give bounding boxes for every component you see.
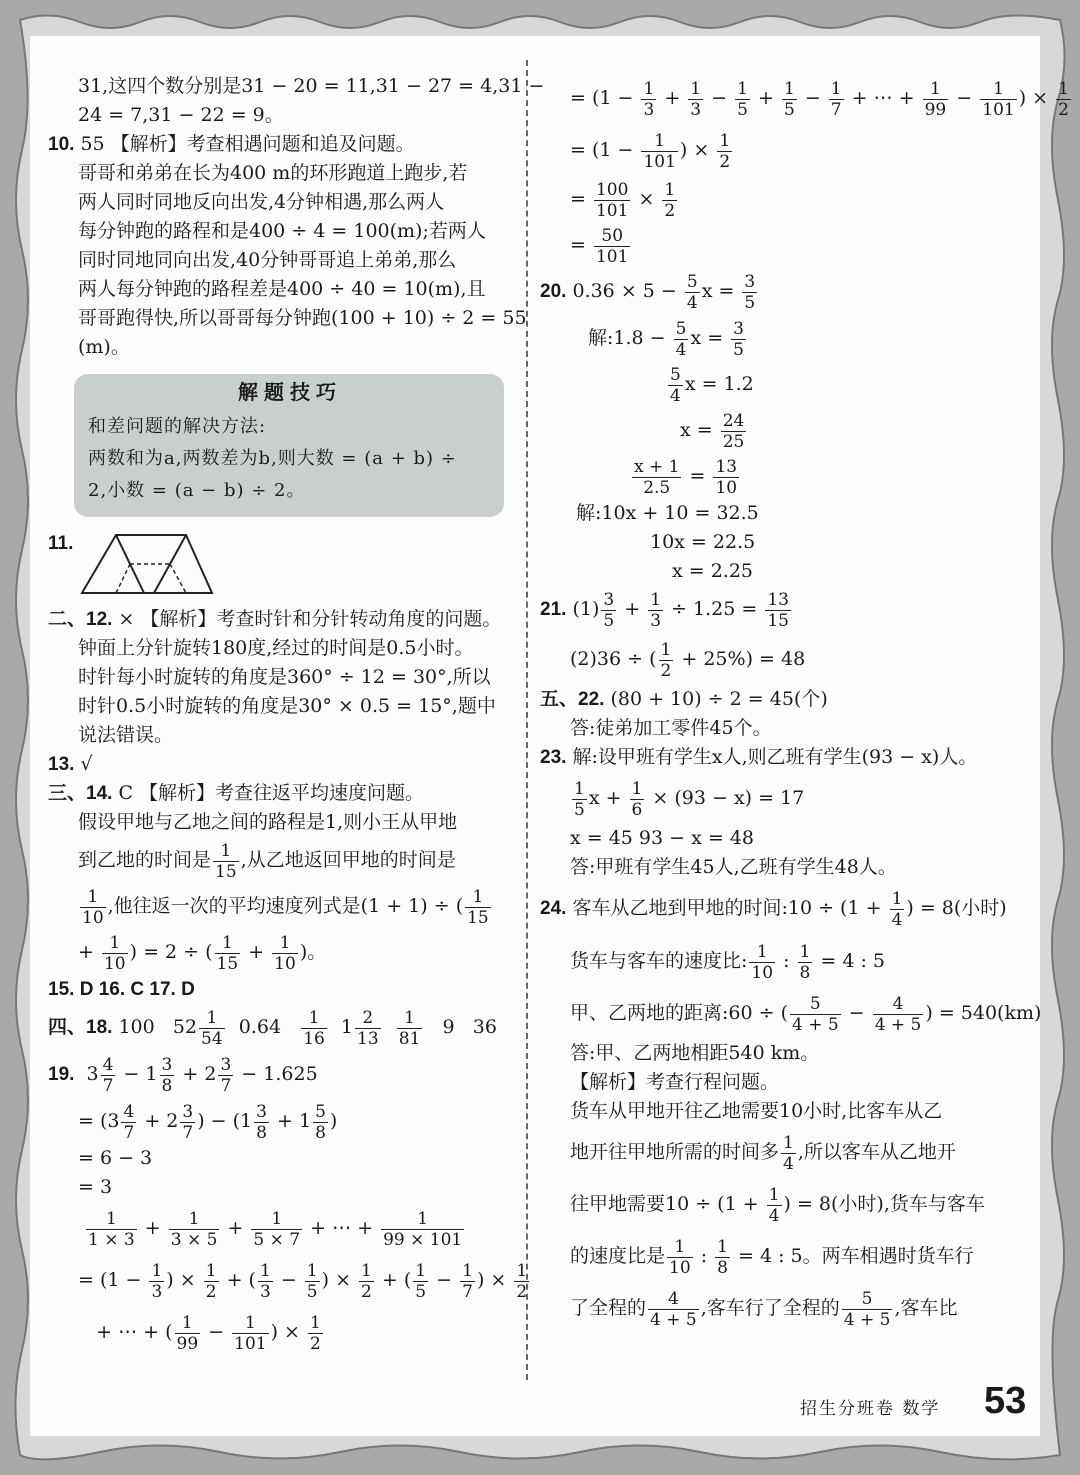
q12-line: 钟面上分针旋转180度,经过的时间是0.5小时。 (78, 637, 474, 659)
fraction: $\frac{5}{4}$ (686, 271, 698, 313)
fraction: $\frac{5}{8}$ (315, 1101, 326, 1143)
fraction: $\frac{1}{8}$ (717, 1236, 728, 1278)
text: 了全程的 (570, 1297, 647, 1319)
fraction: $\frac{1}{15}$ (216, 932, 239, 974)
fraction: $\frac{1}{10}$ (103, 932, 126, 974)
q19-line: 19. 3 $\frac{4}{7}$ − 1 $\frac{3}{8}$ + 2 $\frac{3}{7}$ − 1.625 (48, 1054, 318, 1096)
fraction: $\frac{1}{10}$ (751, 941, 774, 983)
fraction: $\frac{1}{15}$ (215, 840, 237, 882)
fraction: $\frac{3}{5}$ (733, 318, 744, 360)
q20-line: 10x = 22.5 (650, 531, 756, 553)
q12-head: × 【解析】考查时针和分针转动角度的问题。 (118, 608, 502, 630)
text: = 2 ÷ (143, 941, 200, 963)
q24-line: 24. 客车从乙地到甲地的时间:10 ÷ (1 + $\frac{1}{4}$ ) = 8(小时) (540, 888, 1007, 930)
fraction: $\frac{1}{8}$ (799, 941, 811, 983)
q12-number: 二、12. (48, 609, 113, 630)
q22-line (540, 685, 1030, 714)
fraction: $\frac{1}{99}$ (176, 1312, 199, 1354)
fraction: $\frac{1}{3}$ (650, 589, 662, 631)
text: 货车与客车的速度比: (570, 950, 748, 972)
tip-title: 解题技巧 (238, 380, 342, 404)
q18-row: 四、18. 100 52 $\frac{1}{54}$ 0.64 $\frac{1}{16}$ 1 $\frac{2}{13}$ $\frac{1}{81}$ 9 36 (48, 1007, 497, 1049)
value: 9 (442, 1016, 455, 1038)
fraction: $\frac{5}{4}$ (670, 364, 681, 406)
q19-cont-line: = $\frac{50}{101}$ (570, 225, 629, 267)
fraction: $\frac{1}{4}$ (891, 888, 903, 930)
q14-line: + $\frac{1}{10}$ ) = 2 ÷ ( $\frac{1}{15}$ + $\frac{1}{10}$ )。 (78, 932, 327, 974)
q13-answer: √ (80, 753, 93, 775)
q10-header (48, 130, 508, 159)
q19-line: = (3 $\frac{4}{7}$ + 2 $\frac{3}{7}$ ) − (1 $\frac{3}{8}$ + 1 $\frac{5}{8}$ ) (78, 1101, 338, 1143)
q14-number: 三、14. (48, 783, 113, 804)
q10-line: 同时同地同向出发,40分钟哥哥追上弟弟,那么 (78, 249, 457, 271)
fraction: $\frac{1}{16}$ (303, 1007, 325, 1049)
q24-number: 24. (540, 898, 567, 919)
tip-line: 和差问题的解决方法: (88, 416, 267, 437)
text: x = 1.2 (684, 373, 754, 395)
q21-line: (2)36 ÷ ( $\frac{1}{2}$ + 25%) = 48 (570, 639, 806, 681)
q11-number: 11. (48, 533, 74, 554)
q10-head: 55 【解析】考查相遇问题和追及问题。 (80, 133, 415, 155)
fraction: $\frac{1}{3}$ (690, 78, 702, 120)
value: 36 (472, 1016, 497, 1038)
fraction: $\frac{1}{99}$ (924, 78, 947, 120)
q23-line: x = 45 93 − x = 48 (570, 827, 754, 849)
fraction: $\frac{1}{10}$ (274, 932, 296, 974)
q24-line: 货车从甲地开往乙地需要10小时,比客车从乙 (570, 1100, 943, 1122)
fraction: $\frac{4}{7}$ (102, 1054, 114, 1096)
q19-line: $\frac{1}{1 \times 3}$ + $\frac{1}{3 \times 5}$ + $\frac{1}{5 \times 7}$ + ⋯ + $\frac{1}{99 \times 101}$ (88, 1208, 463, 1250)
value: 100 (118, 1016, 155, 1038)
fraction: $\frac{1}{2}$ (205, 1260, 217, 1302)
text: = 4 : 5。两车相遇时货车行 (738, 1245, 974, 1267)
fraction: $\frac{1}{54}$ (201, 1007, 223, 1049)
q20-number: 20. (540, 281, 567, 302)
right-column (540, 72, 1069, 1334)
text: (80 + 10) ÷ 2 = 45(个) (610, 688, 828, 710)
fraction: $\frac{1}{2}$ (660, 639, 672, 681)
tip-line: 2,小数 = (a − b) ÷ 2。 (88, 480, 306, 501)
text: (1) (572, 598, 600, 620)
fraction: $\frac{1}{2}$ (719, 130, 731, 172)
fraction: $\frac{1}{7}$ (462, 1260, 473, 1302)
text: 到乙地的时间是 (78, 849, 212, 871)
fraction: $\frac{1}{10}$ (82, 886, 104, 928)
fraction: $\frac{4}{4 + 5}$ (650, 1288, 697, 1330)
q12-line: 时针0.5小时旋转的角度是30° × 0.5 = 15°,题中 (78, 695, 496, 717)
fraction: $\frac{5}{4 + 5}$ (843, 1288, 891, 1330)
fraction: $\frac{1}{5}$ (415, 1260, 427, 1302)
fraction: $\frac{1}{4}$ (768, 1184, 780, 1226)
fraction: $\frac{1}{101}$ (234, 1312, 267, 1354)
text: ,从乙地返回甲地的时间是 (240, 849, 456, 871)
fraction: $\frac{1}{3 \times 5}$ (170, 1208, 218, 1250)
fraction: $\frac{1}{3}$ (259, 1260, 271, 1302)
fraction: $\frac{13}{10}$ (715, 456, 738, 498)
fraction: $\frac{1}{2}$ (664, 179, 676, 221)
q19-cont-line: = (1 − $\frac{1}{101}$ ) × $\frac{1}{2}$ (570, 130, 731, 172)
fraction: $\frac{5}{4}$ (675, 318, 687, 360)
q18-number: 四、18. (48, 1017, 113, 1038)
fraction: $\frac{3}{8}$ (161, 1054, 173, 1096)
value: 0.64 (238, 1016, 282, 1038)
fraction: $\frac{24}{25}$ (722, 410, 745, 452)
text: = 8(小时) (919, 897, 1007, 919)
text: = 8(小时),货车与客车 (796, 1193, 985, 1215)
fraction: $\frac{3}{8}$ (256, 1101, 267, 1143)
q14-line: 假设甲地与乙地之间的路程是1,则小王从甲地 (78, 811, 458, 833)
fraction: $\frac{1}{6}$ (631, 778, 643, 820)
text: 解:1.8 − (588, 327, 666, 349)
text: 解:设甲班有学生x人,则乙班有学生(93 − x)人。 (572, 746, 978, 768)
fraction: $\frac{1}{5}$ (574, 778, 585, 820)
q22-answer: 答:徒弟加工零件45个。 (570, 717, 772, 739)
text: = 540(km) (938, 1002, 1042, 1024)
fraction: $\frac{1}{2}$ (310, 1312, 321, 1354)
q20-line: 20. 0.36 × 5 − $\frac{5}{4}$ x = $\frac{3}{5}$ (540, 271, 756, 313)
q22-number: 五、22. (540, 689, 605, 710)
q12-line: 说法错误。 (78, 724, 174, 746)
q19-cont-line: = (1 − $\frac{1}{3}$ + $\frac{1}{3}$ − $\frac{1}{5}$ + $\frac{1}{5}$ − $\frac{1}{7}$ + ⋯ + $\frac{1}{99}$ − $\frac{1}{101}$ ) × $\frac{1}{2}$ (570, 78, 1069, 120)
q20-line: $\frac{x + 1}{2.5}$ = $\frac{13}{10}$ (634, 456, 738, 498)
q19-line: = (1 − $\frac{1}{3}$ ) × $\frac{1}{2}$ + ( $\frac{1}{3}$ − $\frac{1}{5}$ ) × $\frac{1}{2}$ + ( $\frac{1}{5}$ − $\frac{1}{7}$ ) × $\frac{1}{2}$ (78, 1260, 528, 1302)
fraction: $\frac{4}{4 + 5}$ (874, 993, 922, 1035)
text: 甲、乙两地的距离:60 ÷ (570, 1002, 775, 1024)
q10-number: 10. (48, 134, 75, 155)
q24-line: 货车与客车的速度比: $\frac{1}{10}$ : $\frac{1}{8}$ = 4 : 5 (570, 941, 886, 983)
q10-line: 哥哥跑得快,所以哥哥每分钟跑(100 + 10) ÷ 2 = 55 (78, 307, 527, 329)
q13-number: 13. (48, 754, 75, 775)
text: ,所以客车从乙地开 (797, 1141, 956, 1163)
left-column (48, 72, 545, 1358)
q12-header (48, 605, 508, 634)
text: 0.36 × 5 − (572, 280, 677, 302)
fraction: $\frac{1}{7}$ (830, 78, 842, 120)
text-line: 24 = 7,31 − 22 = 9。 (78, 104, 284, 126)
text: ,他往返一次的平均速度列式是(1 + 1) ÷ (107, 895, 450, 917)
q20-line (540, 361, 1030, 407)
text: 的速度比是 (570, 1245, 666, 1267)
fraction: $\frac{1}{81}$ (398, 1007, 421, 1049)
q19-line: = 6 − 3 (78, 1147, 153, 1169)
column-divider (526, 60, 528, 1380)
fraction: $\frac{3}{5}$ (603, 589, 615, 631)
q23-answer: 答:甲班有学生45人,乙班有学生48人。 (570, 856, 897, 878)
q19-line: + ⋯ + ( $\frac{1}{99}$ − $\frac{1}{101}$ ) × $\frac{1}{2}$ (78, 1312, 321, 1354)
fraction: $\frac{1}{2}$ (361, 1260, 372, 1302)
q14-header (48, 779, 508, 808)
fraction: $\frac{5}{4 + 5}$ (792, 993, 839, 1035)
fraction: $\frac{1}{15}$ (467, 886, 489, 928)
q20-line: 解:10x + 10 = 32.5 (576, 502, 759, 524)
q24-line: 甲、乙两地的距离:60 ÷ ( $\frac{5}{4 + 5}$ − $\frac{4}{4 + 5}$ ) = 540(km) (570, 993, 1042, 1035)
q24-jiexi: 【解析】考查行程问题。 (570, 1071, 780, 1093)
text: (2)36 ÷ (570, 648, 644, 670)
q24-line (540, 1282, 1030, 1334)
q24-line: 往甲地需要10 ÷ (1 + $\frac{1}{4}$ ) = 8(小时),货车与客车 (570, 1184, 985, 1226)
fraction: $\frac{2}{13}$ (357, 1007, 379, 1049)
q24-line (540, 1126, 1030, 1178)
q20-line: x = 2.25 (672, 560, 754, 582)
fraction: $\frac{1}{3}$ (643, 78, 655, 120)
fraction: $\frac{1}{2}$ (516, 1260, 528, 1302)
q20-line: 解:1.8 − $\frac{5}{4}$ x = $\frac{3}{5}$ (588, 318, 744, 360)
text: 地开往甲地所需的时间多 (570, 1141, 780, 1163)
page-number: 53 (984, 1380, 1027, 1422)
q12-line: 时针每小时旋转的角度是360° ÷ 12 = 30°,所以 (78, 666, 491, 688)
q10-line: 两人每分钟跑的路程差是400 ÷ 40 = 10(m),且 (78, 278, 486, 300)
fraction: $\frac{1}{10}$ (669, 1236, 691, 1278)
fraction: $\frac{3}{7}$ (182, 1101, 194, 1143)
q19-line: = 3 (78, 1176, 113, 1198)
fraction: $\frac{1}{1 \times 3}$ (88, 1208, 135, 1250)
tip-box (74, 374, 504, 517)
q24-answer: 答:甲、乙两地相距540 km。 (570, 1042, 820, 1064)
q10-line: (m)。 (78, 336, 130, 358)
q20-line: x = $\frac{24}{25}$ (680, 410, 745, 452)
fraction: $\frac{13}{15}$ (767, 589, 789, 631)
fraction: $\frac{100}{101}$ (595, 179, 629, 221)
fraction: $\frac{1}{5}$ (783, 78, 795, 120)
q21-number: 21. (540, 599, 567, 620)
q11-row (48, 529, 508, 605)
fraction: $\frac{1}{99 \times 101}$ (383, 1208, 463, 1250)
fraction: $\frac{50}{101}$ (595, 225, 629, 267)
q19-cont-line: = $\frac{100}{101}$ × $\frac{1}{2}$ (570, 179, 676, 221)
q10-line: 两人同时同地反向出发,4分钟相遇,那么两人 (78, 191, 445, 213)
q23-line: $\frac{1}{5}$ x + $\frac{1}{6}$ × (93 − x) = 17 (574, 778, 805, 820)
tip-line: 两数和为a,两数差为b,则大数 = (a + b) ÷ (88, 448, 457, 469)
fraction: $\frac{3}{5}$ (744, 271, 756, 313)
q14-head: C 【解析】考查往返平均速度问题。 (118, 782, 425, 804)
q24-line: 的速度比是 $\frac{1}{10}$ : $\frac{1}{8}$ = 4 : 5。两车相遇时货车行 (570, 1236, 974, 1278)
q21-line: 21. (1) $\frac{3}{5}$ + $\frac{1}{3}$ ÷ 1.25 = $\frac{13}{15}$ (540, 589, 789, 631)
fraction: $\frac{1}{5 \times 7}$ (253, 1208, 301, 1250)
q23-number: 23. (540, 747, 567, 768)
footer-title: 招生分班卷 数学 (800, 1399, 941, 1419)
fraction: $\frac{1}{3}$ (151, 1260, 163, 1302)
q10-line: 每分钟跑的路程和是400 ÷ 4 = 100(m);若两人 (78, 220, 486, 242)
text: ,客车行了全程的 (700, 1297, 840, 1319)
q10-line: 哥哥和弟弟在长为400 m的环形跑道上跑步,若 (78, 162, 468, 184)
fraction: $\frac{1}{101}$ (982, 78, 1015, 120)
trapezoid-figure (76, 531, 216, 597)
fraction: $\frac{1}{5}$ (306, 1260, 318, 1302)
q14-line: $\frac{1}{10}$ ,他往返一次的平均速度列式是(1 + 1) ÷ ( $\frac{1}{15}$ (82, 886, 489, 928)
q13-row (48, 750, 508, 779)
q15-17-row: 15. D 16. C 17. D (48, 979, 195, 1000)
text-line: 31,这四个数分别是31 − 20 = 11,31 − 27 = 4,31 − (78, 75, 545, 97)
q14-line (48, 837, 508, 883)
text: ,客车比 (894, 1297, 958, 1319)
fraction: $\frac{1}{4}$ (783, 1132, 794, 1174)
text: = 4 : 5 (820, 950, 886, 972)
fraction: $\frac{3}{7}$ (220, 1054, 232, 1096)
text: 往甲地需要10 ÷ (570, 1193, 712, 1215)
fraction: $\frac{1}{5}$ (737, 78, 748, 120)
text: 客车从乙地到甲地的时间:10 ÷ (572, 897, 835, 919)
fraction: $\frac{1}{101}$ (643, 130, 676, 172)
q23-line (540, 743, 1030, 772)
q19-number: 19. (48, 1064, 75, 1085)
fraction: $\frac{4}{7}$ (123, 1101, 135, 1143)
fraction: $\frac{x + 1}{2.5}$ (634, 456, 680, 498)
fraction: $\frac{1}{2}$ (1058, 78, 1069, 120)
